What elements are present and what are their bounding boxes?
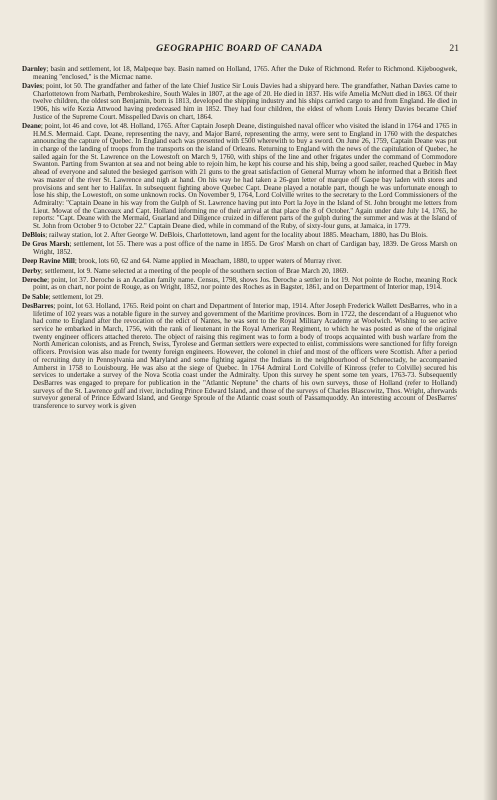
entry-text: ; settlement, lot 29.	[48, 292, 104, 301]
entry-deane	[22, 123, 457, 231]
entry-text: ; settlement, lot 9. Name selected at a meeting of the people of the southern section of Brae March 20, 1869.	[40, 266, 349, 275]
entry-term: De Gros Marsh	[22, 240, 70, 249]
gazetteer-entries	[22, 66, 457, 780]
entry-davies	[22, 83, 457, 122]
entry-darnley	[22, 66, 457, 81]
entry-deblois	[22, 232, 457, 240]
entry-de-sable	[22, 294, 457, 302]
entry-text: ; basin and settlement, lot 18, Malpeque bay. Basin named on Holland, 1765. After the Duke of Richmond. Refer to Richmond. Kijeboogwek, meaning "enclosed," is the Micmac name.	[33, 65, 457, 81]
entry-deroche	[22, 277, 457, 292]
entry-term: De Sable	[22, 292, 49, 301]
entry-desbarres	[22, 303, 457, 411]
page-number: 21	[449, 43, 459, 54]
entry-text: ; point, lot 63. Holland, 1765. Reid point on chart and Department of Interior map, 1914. After Joseph Frederick Wallett DesBarres, who in a lifetime of 102 years was a notable figure in the survey and government of the Maritime provinces. Born in 1722, the descendant of a Huguenot who had come to England after the revocation of the edict of Nantes, he was sent to the Royal Military Academy at Woolwich. Wishing to see active service he embarked in March, 1756, with the rank of lieutenant in the Royal American Regiment, to which he was posted as one of the original twenty engineer officers attached thereto. The object of raising this regiment was to form a body of troops acquainted with bush warfare from the North American colonists, and as French, Swiss, Tyrolese and German settlers were expected to enlist, commissions were sanctioned for fifty foreign officers. Provision was also made for twenty foreign engineers. However, the colonel in chief and most of the officers were Scottish. After a period of recruiting duty in Pennsylvania and Maryland and some fighting against the Indians in the neighbourhood of Schenectady, he accompanied Amherst in 1758 to Louisbourg. He was also at the siege of Quebec. In 1764 Admiral Lord Colville of Kinross (refer to Colville) secured his services to undertake a survey of the Nova Scotia coast under the Admiralty. Upon this survey he spent some ten years, 1763-73. Subsequently DesBarres was engaged to prepare for publication in the "Atlantic Neptune" the charts of his own surveys, those of Holland (refer to Holland) surveys of the St. Lawrence gulf and river, including Prince Edward Island, and those of the surveys of Charles Blascowitz, Thos. Wright, afterwards surveyor general of Prince Edward Island, and George Sproule of the Atlantic coast south of Passamquoddy. An interesting account of DesBarres' transference to survey work is given	[33, 301, 457, 411]
entry-text: ; settlement, lot 55. There was a post office of the name in 1855. De Gros' Marsh on chart of Cardigan bay, 1839. De Gross Marsh on Wright, 1852.	[33, 240, 457, 257]
entry-derby	[22, 268, 457, 276]
entry-term: Deep Ravine Mill	[22, 257, 75, 266]
page-edge-shadow	[483, 0, 497, 800]
page-header	[20, 43, 459, 57]
entry-term: DeBlois	[22, 231, 46, 240]
entry-text: ; point, lot 37. Deroche is an Acadian family name. Census, 1798, shows Jos. Deroche a settler in lot 19. Not pointe de Roche, meaning Rock point, as on chart, nor point de Rouge, as on Wright, 1852, nor pointe des Roches as in Bagster, 1861, and on Department of Interior map, 1914.	[33, 275, 457, 292]
entry-term: DesBarres	[22, 301, 54, 310]
entry-term: Davies	[22, 81, 43, 90]
entry-term: Darnley	[22, 65, 47, 73]
entry-term: Deroche	[22, 275, 48, 284]
entry-text: ; point, lot 46 and cove, lot 48. Holland, 1765. After Captain Joseph Deane, distinguished naval officer who visited the island in 1764 and 1765 in H.M.S. Mermaid. Capt. Deane, representing the navy, and Major Barré, representing the army, were sent to England in 1760 with the despatches announcing the capture of Quebec. In England each was presented with £500 wherewith to buy a sword. On June 26, 1759, Captain Deane was put in charge of the landing of troops from the transports on the island of Orleans. Returning to England with the news of the capitulation of Quebec, he sailed again for the St. Lawrence on the Lowestoft on March 9, 1760, with ships of the line and other frigates under the command of Commodore Swanton. Parting from Swanton at sea and not being able to rejoin him, he kept his course and his ship, being a good sailer, reached Quebec in May ahead of everyone and saluted the besieged garrison with 21 guns to the great satisfaction of General Murray whom he informed that a British fleet was master of the river St. Lawrence and nigh at hand. On his way he had taken a 26-gun letter of marque off Gaspe bay laden with stores and provisions and sent her to Halifax. In subsequent fighting above Quebec Capt. Deane played a notable part, though he was unfortunate enough to lose his ship, the Lowestoft, on some unknown rocks. On November 9, 1764, Lord Colville writes to the secretary to the Lord Commissioners of the Admiralty: "Captain Deane in his way from the Gulph of St. Lawrence having put into Port la Joye in the Island of St. John brought me letters from Lieut. Mowat of the Canceaux and Capt. Holland informing me of their arrival at that place the 8 of October." Again under date July 14, 1765, he reports: "Capt. Deane with the Mermaid, Guarland and Diligence cruized in different parts of the gulph during the summer and was at the Island of St. John from October 9 to October 22." Captain Deane died, while in command of the Ruby, of sixty-four guns, at Jamaica, in 1779.	[33, 121, 457, 231]
running-head: GEOGRAPHIC BOARD OF CANADA	[156, 43, 323, 54]
entry-deep-ravine-mill	[22, 258, 457, 266]
entry-term: Derby	[22, 266, 41, 275]
entry-text: ; railway station, lot 2. After George W. DeBlois, Charlottetown, land agent for the locality about 1885. Meacham, 1880, has Du Blois.	[45, 231, 428, 240]
entry-term: Deane	[22, 121, 41, 130]
entry-text: ; point, lot 50. The grandfather and father of the late Chief Justice Sir Louis Davies had a shipyard here. The grandfather, Nathan Davies came to Charlottetown from Narbath, Pembrokeshire, South Wales in 1807, at the age of 20. He died in 1837. His wife Amelia McNutt died in 1863. Of their twelve children, the oldest son Benjamin, born is 1813, developed the shipping industry and his ships carried cargo to and from England. He died in 1906, his wife Kezia Attwood having predeceased him in 1852. They had four children, the eldest of whom Louis Henry Davies became Chief Justice of the Supreme Court. Misspelled Davis on chart, 1864.	[33, 81, 457, 121]
entry-de-gros-marsh	[22, 241, 457, 256]
entry-text: ; brook, lots 60, 62 and 64. Name applied in Meacham, 1880, to upper waters of Murray river.	[74, 257, 342, 266]
